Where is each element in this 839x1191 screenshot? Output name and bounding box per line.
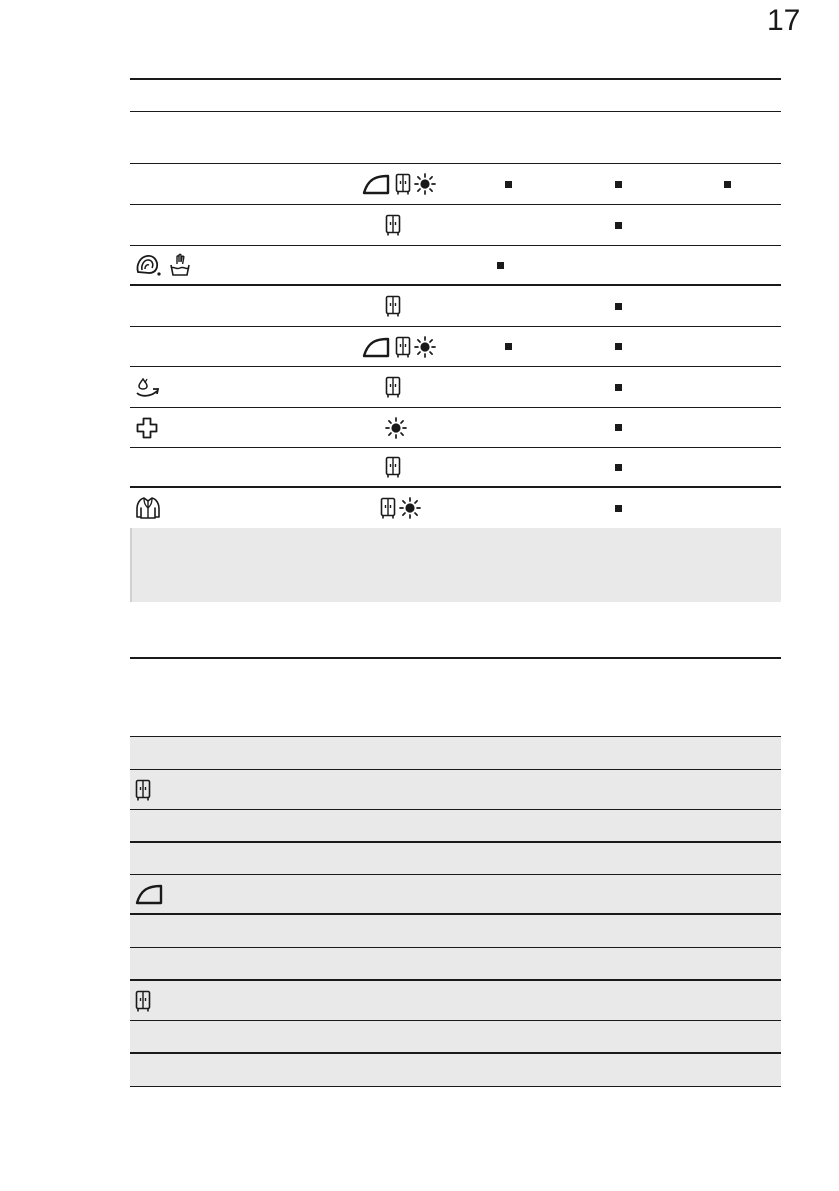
table-row [130,205,781,246]
cupboard-icon [385,295,401,317]
programme-table [130,78,781,529]
cupboard-icon [380,497,396,519]
table-row [130,875,781,915]
wool-icon [135,253,161,277]
cupboard-icon [395,173,411,195]
applicable-marker [615,343,622,350]
table-row [130,1054,781,1087]
cupboard-icon [385,456,401,478]
dryness-level-icon-cell [135,875,165,913]
applicable-marker [505,181,512,188]
applicable-marker [505,343,512,350]
cupboard-icon [395,336,411,358]
table-row [130,448,781,488]
programme-icon-cell [135,408,159,447]
page-number: 17 [767,4,801,37]
dryness-symbols-cell [385,205,401,245]
jacket-icon [135,496,161,520]
dryness-symbols-cell [385,408,407,447]
sun-icon [414,336,436,358]
dryness-symbols-cell [362,164,436,204]
dryness-level-icon-cell [135,981,151,1020]
iron-icon [362,336,392,358]
table-row [130,843,781,875]
iron-icon [362,173,392,195]
programme-icon-cell [135,246,191,284]
table-continuation-area [130,528,781,602]
applicable-marker [724,181,731,188]
table-row [130,112,781,164]
hand-wash-icon [169,253,191,277]
applicable-marker [615,464,622,471]
table-row [130,286,781,327]
refresh-icon [135,376,161,398]
cupboard-icon [385,214,401,236]
programme-icon-cell [135,367,161,407]
table-row [130,408,781,448]
iron-icon [135,883,165,905]
programme-icon-cell [135,488,161,528]
table-row [130,810,781,843]
cupboard-icon [135,990,151,1012]
sun-icon [399,497,421,519]
table-row [130,327,781,367]
table-row [130,246,781,286]
applicable-marker [615,505,622,512]
table-row [130,488,781,529]
applicable-marker [615,424,622,431]
table-row [130,948,781,981]
sun-icon [414,173,436,195]
dryness-level-icon-cell [135,770,151,809]
dryness-table [130,657,781,1088]
applicable-marker [615,222,622,229]
table-row [130,164,781,205]
table-row [130,367,781,408]
dryness-symbols-cell [380,488,421,528]
table-row [130,770,781,810]
dryness-symbols-cell [362,327,436,366]
table-header-row [130,657,781,737]
applicable-marker [615,384,622,391]
dryness-symbols-cell [385,448,401,486]
applicable-marker [615,181,622,188]
table-row [130,915,781,948]
applicable-marker [615,303,622,310]
table-row [130,737,781,770]
dryness-symbols-cell [385,286,401,326]
sun-icon [385,417,407,439]
table-row [130,981,781,1021]
cupboard-icon [385,376,401,398]
table-row [130,1021,781,1054]
cross-shape-icon [135,416,159,440]
applicable-marker [497,262,504,269]
table-row [130,78,781,112]
cupboard-icon [135,779,151,801]
dryness-symbols-cell [385,367,401,407]
